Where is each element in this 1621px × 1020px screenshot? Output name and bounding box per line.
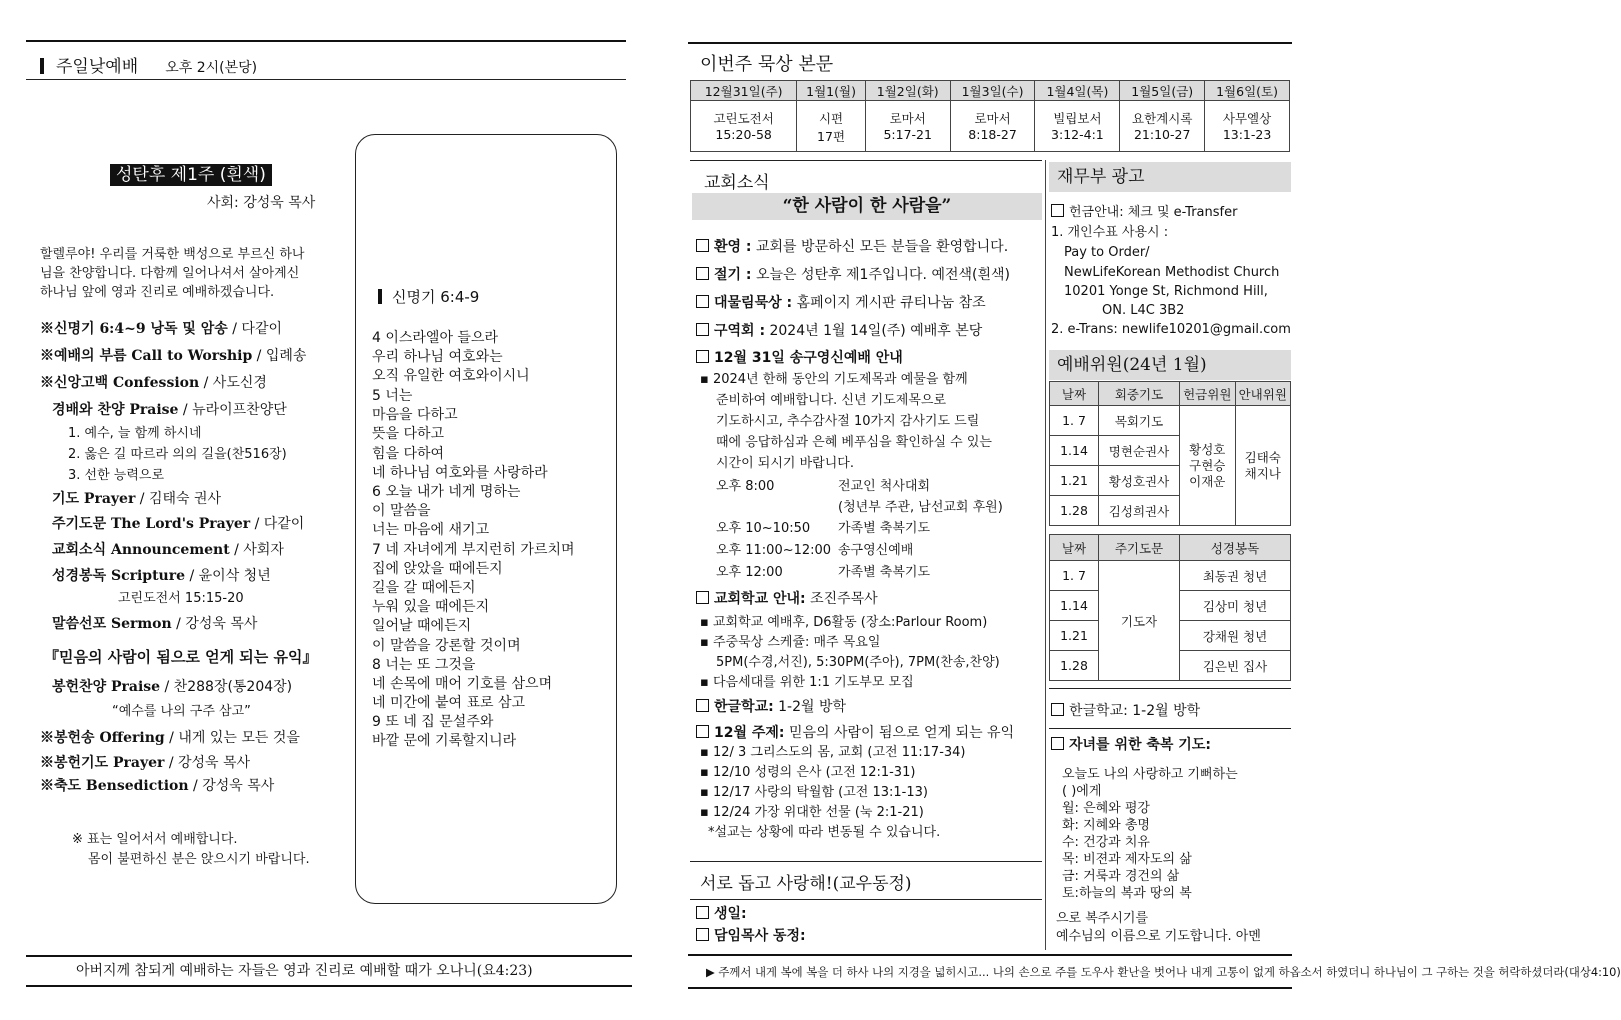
birthday: 생일: bbox=[696, 905, 747, 923]
news-title: 교회소식 bbox=[704, 173, 770, 193]
order-label: ※축도 Bensediction bbox=[40, 778, 189, 794]
news-motto: “한 사람이 한 사람을” bbox=[692, 193, 1042, 220]
care-title: 서로 돕고 사랑해!(교우동정) bbox=[700, 874, 912, 894]
side-korean-school: 한글학교: 1-2월 방학 bbox=[1051, 702, 1200, 720]
praise-song: 3. 선한 능력으로 bbox=[68, 468, 165, 483]
order-label: ※신앙고백 Confession bbox=[40, 375, 200, 391]
pastor-news: 담임목사 동정: bbox=[696, 927, 806, 945]
order-label: 교회소식 Announcement bbox=[52, 542, 230, 558]
leader: 사회: 강성욱 목사 bbox=[207, 195, 316, 211]
praise-song-title: “예수를 나의 구주 삼고” bbox=[112, 704, 251, 719]
standing-note: ※ 표는 일어서서 예배합니다. bbox=[72, 832, 238, 847]
praise-song: 2. 옳은 길 따르라 의의 길을(찬516장) bbox=[68, 447, 287, 462]
week-badge: 성탄후 제1주 (흰색) bbox=[110, 164, 272, 186]
meditation-title: 이번주 묵상 본문 bbox=[700, 54, 834, 75]
order-label: ※신명기 6:4~9 낭독 및 암송 bbox=[40, 321, 228, 337]
order-label: ※봉헌송 Offering bbox=[40, 730, 165, 746]
committee-title: 예배위원(24년 1월) bbox=[1049, 350, 1291, 380]
order-label: 경배와 찬양 Praise bbox=[52, 402, 179, 418]
worship-time: 오후 2시(본당) bbox=[165, 60, 258, 76]
children-prayer-title: 자녀를 위한 축복 기도: bbox=[1051, 736, 1211, 754]
order-label: ※예배의 부름 Call to Worship bbox=[40, 348, 253, 364]
finance-title: 재무부 광고 bbox=[1049, 162, 1291, 192]
left-footer: 아버지께 참되게 예배하는 자들은 영과 진리로 예배할 때가 오나니(요4:23) bbox=[76, 963, 533, 979]
order-label: 주기도문 The Lord's Prayer bbox=[52, 516, 251, 532]
order-label: 봉헌찬양 Praise bbox=[52, 679, 161, 695]
order-label: 기도 Prayer bbox=[52, 491, 136, 507]
committee-table: 날짜 회중기도 헌금위원 안내위원 1. 7 목회기도 황성호 구현승 이재운 김태숙 채지나 1.14 명현순권사 1.21 황성호권사 1.28 김성희권사 bbox=[1049, 381, 1291, 526]
offering-info: 헌금안내: 체크 및 e-Transfer bbox=[1051, 204, 1237, 222]
header-bar bbox=[40, 58, 44, 74]
right-footer: ▶ 주께서 내게 복에 복을 더 하사 나의 지경을 넓히시고... 나의 손으로 주를 도우사 환난을 벗어나 내게 고통이 없게 하옵소서 하였더니 하나님이 그 구하는 것을 허락하셨더라(대상4:10) bbox=[706, 965, 1621, 979]
column-divider bbox=[1045, 160, 1046, 950]
order-label: 말씀선포 Sermon bbox=[52, 616, 172, 632]
worship-header bbox=[40, 52, 257, 77]
worship-title: 주일낮예배 bbox=[56, 57, 139, 77]
reading-table: 날짜 주기도문 성경봉독 1. 7 기도자 최동권 청년 1.14 김상미 청년 1.21 강채원 청년 1.28 김은빈 집사 bbox=[1049, 534, 1291, 681]
order-label: 성경봉독 Scripture bbox=[52, 568, 186, 584]
passage-title: 신명기 6:4-9 bbox=[378, 286, 479, 307]
praise-song: 1. 예수, 늘 함께 하시네 bbox=[68, 426, 202, 441]
meditation-table: 12월31일(주) 1월1(월) 1월2일(화) 1월3일(수) 1월4일(목) 1월5일(금) 1월6일(토) 고린도전서 시편 로마서 로마서 빌립보서 요한계시록 사무엘상 15:20-58 17편 5:17-21 8:18-27 3:12-4:1 21:10-27 13:1-23 bbox=[690, 80, 1290, 152]
seated-note: 몸이 불편하신 분은 앉으시기 바랍니다. bbox=[88, 852, 310, 867]
order-label: ※봉헌기도 Prayer bbox=[40, 755, 165, 771]
scripture-ref: 고린도전서 15:15-20 bbox=[118, 591, 244, 606]
sermon-title: 『믿음의 사람이 됨으로 얻게 되는 유익』 bbox=[44, 648, 318, 666]
